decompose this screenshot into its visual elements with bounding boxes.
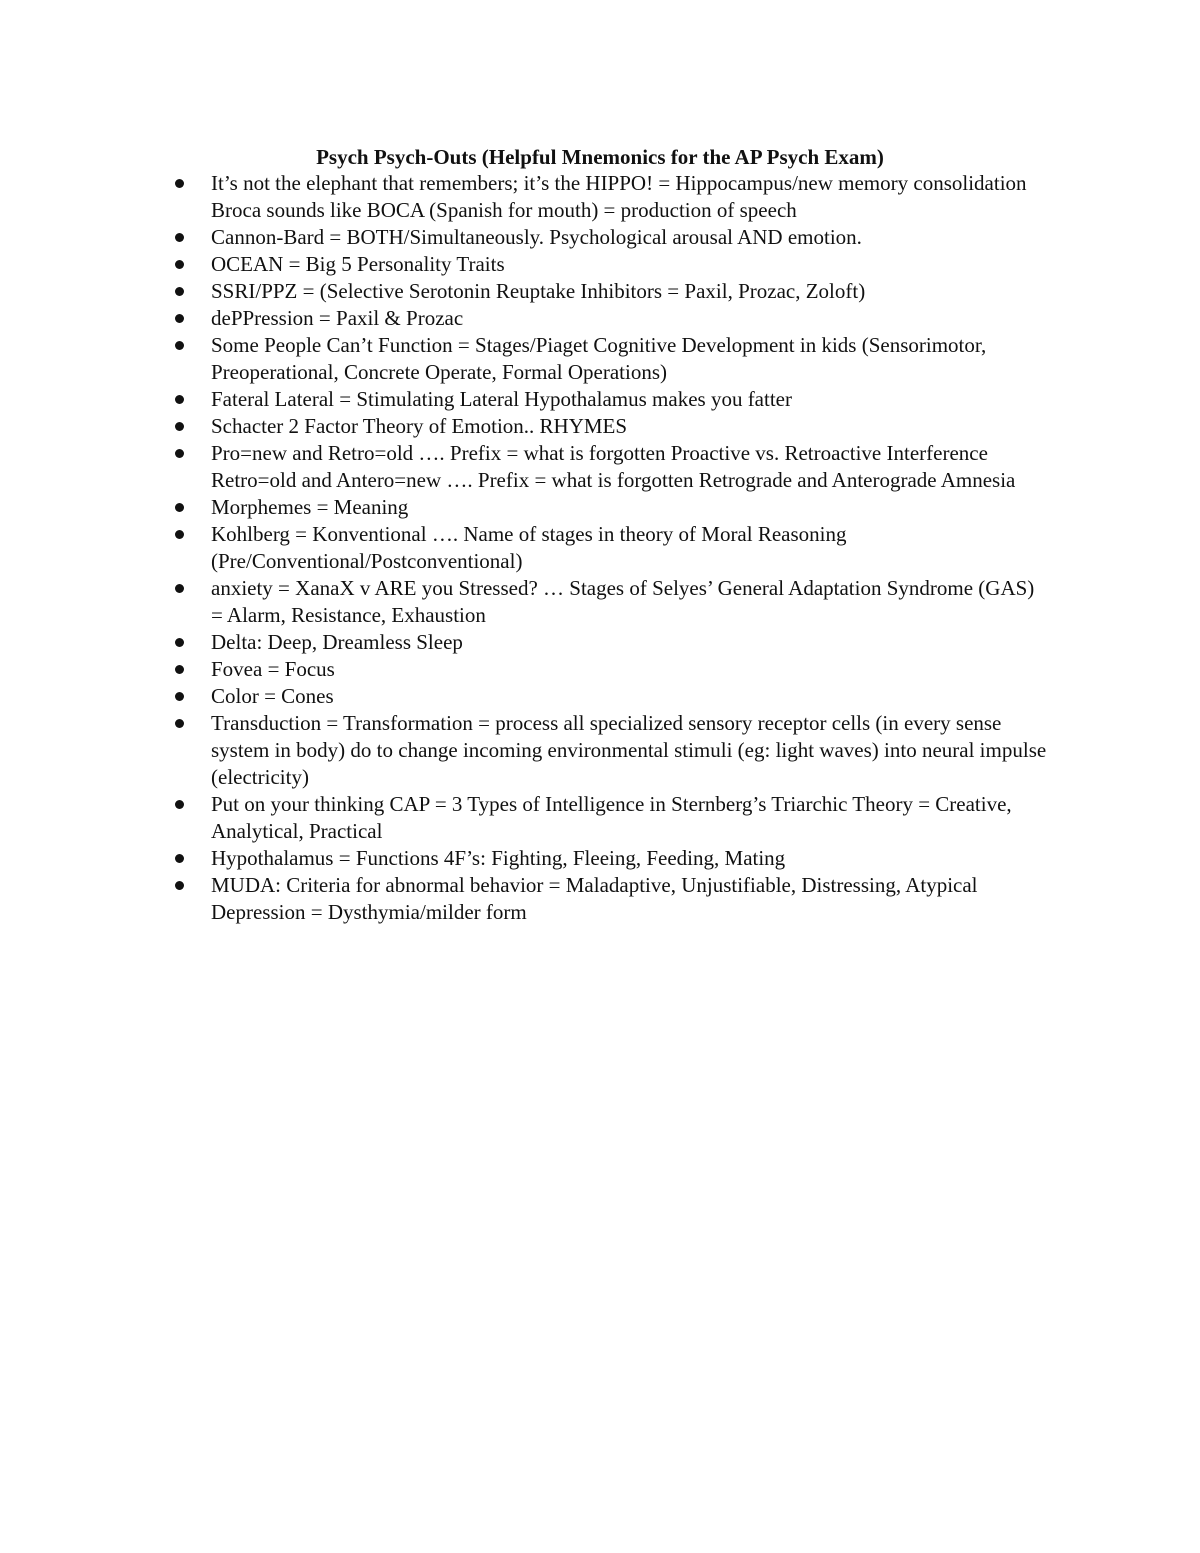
- bullet-icon: [175, 341, 184, 350]
- list-item: [170, 251, 1050, 278]
- list-item: [170, 278, 1050, 305]
- list-item: [170, 224, 1050, 251]
- list-item-text: It’s not the elephant that remembers; it’s the HIPPO! = Hippocampus/new memory consolidation Broca sounds like BOCA (Spanish for mouth) = production of speech: [211, 171, 1027, 222]
- list-item: [170, 791, 1050, 845]
- bullet-icon: [175, 503, 184, 512]
- bullet-icon: [175, 854, 184, 863]
- list-item-text: SSRI/PPZ = (Selective Serotonin Reuptake Inhibitors = Paxil, Prozac, Zoloft): [211, 279, 866, 303]
- list-item-text: Schacter 2 Factor Theory of Emotion.. RHYMES: [211, 414, 628, 438]
- bullet-icon: [175, 233, 184, 242]
- bullet-icon: [175, 584, 184, 593]
- bullet-icon: [175, 881, 184, 890]
- list-item: [170, 575, 1050, 629]
- bullet-icon: [175, 287, 184, 296]
- bullet-icon: [175, 692, 184, 701]
- list-item: [170, 629, 1050, 656]
- list-item: [170, 332, 1050, 386]
- list-item-text: Cannon-Bard = BOTH/Simultaneously. Psychological arousal AND emotion.: [211, 225, 862, 249]
- list-item-text: Morphemes = Meaning: [211, 495, 409, 519]
- list-item: [170, 413, 1050, 440]
- list-item: [170, 872, 1050, 926]
- list-item-text: Transduction = Transformation = process all specialized sensory receptor cells (in every sense system in body) do to change incoming environmental stimuli (eg: light waves) into neural impulse (electricity): [211, 711, 1047, 789]
- list-item-text: MUDA: Criteria for abnormal behavior = Maladaptive, Unjustifiable, Distressing, Atypical Depression = Dysthymia/milder form: [211, 873, 978, 924]
- list-item-text: Put on your thinking CAP = 3 Types of Intelligence in Sternberg’s Triarchic Theory = Creative, Analytical, Practical: [211, 792, 1012, 843]
- bullet-icon: [175, 800, 184, 809]
- mnemonic-list: [170, 170, 1050, 926]
- list-item-text: anxiety = XanaX v ARE you Stressed? … Stages of Selyes’ General Adaptation Syndrome (GAS) = Alarm, Resistance, Exhaustion: [211, 576, 1035, 627]
- list-item: [170, 683, 1050, 710]
- list-item-text: Pro=new and Retro=old …. Prefix = what is forgotten Proactive vs. Retroactive Interference Retro=old and Antero=new …. Prefix = what is forgotten Retrograde and Anterograde Amnesia: [211, 441, 1016, 492]
- list-item: [170, 845, 1050, 872]
- list-item: [170, 386, 1050, 413]
- bullet-icon: [175, 638, 184, 647]
- list-item-text: dePPression = Paxil & Prozac: [211, 306, 464, 330]
- bullet-icon: [175, 449, 184, 458]
- bullet-icon: [175, 665, 184, 674]
- bullet-icon: [175, 530, 184, 539]
- bullet-icon: [175, 314, 184, 323]
- document-title: Psych Psych-Outs (Helpful Mnemonics for the AP Psych Exam): [316, 145, 884, 169]
- list-item-text: Delta: Deep, Dreamless Sleep: [211, 630, 463, 654]
- list-item-text: Color = Cones: [211, 684, 334, 708]
- list-item-text: Fovea = Focus: [211, 657, 335, 681]
- list-item: [170, 440, 1050, 494]
- bullet-icon: [175, 719, 184, 728]
- list-item: [170, 710, 1050, 791]
- bullet-icon: [175, 179, 184, 188]
- list-item-text: Fateral Lateral = Stimulating Lateral Hypothalamus makes you fatter: [211, 387, 792, 411]
- bullet-icon: [175, 260, 184, 269]
- list-item: [170, 494, 1050, 521]
- list-item-text: OCEAN = Big 5 Personality Traits: [211, 252, 505, 276]
- bullet-icon: [175, 422, 184, 431]
- list-item-text: Kohlberg = Konventional …. Name of stages in theory of Moral Reasoning (Pre/Conventional/Postconventional): [211, 522, 847, 573]
- list-item: [170, 170, 1050, 224]
- list-item: [170, 521, 1050, 575]
- list-item: [170, 305, 1050, 332]
- list-item-text: Hypothalamus = Functions 4F’s: Fighting, Fleeing, Feeding, Mating: [211, 846, 786, 870]
- bullet-icon: [175, 395, 184, 404]
- list-item-text: Some People Can’t Function = Stages/Piaget Cognitive Development in kids (Sensorimotor, Preoperational, Concrete Operate, Formal Operations): [211, 333, 987, 384]
- list-item: [170, 656, 1050, 683]
